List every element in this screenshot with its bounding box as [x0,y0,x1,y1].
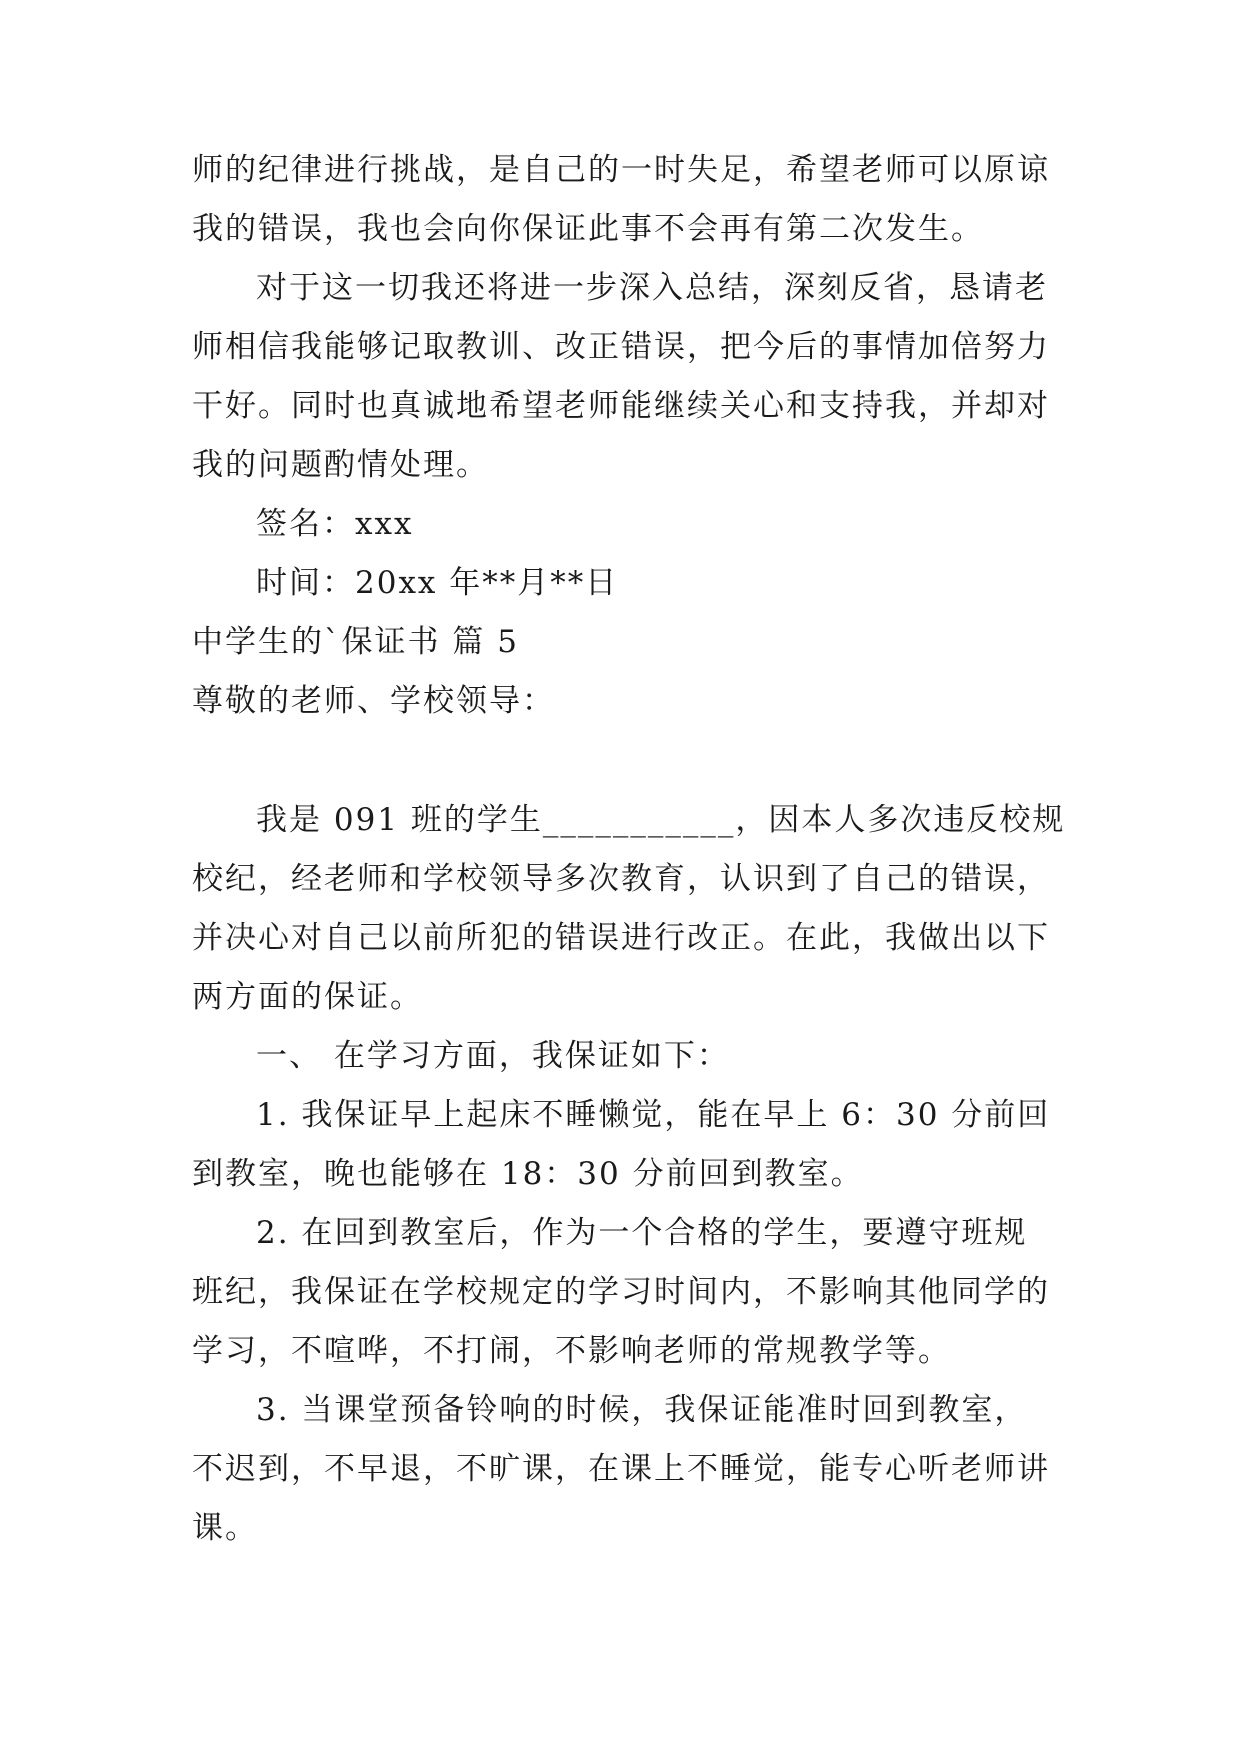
text-line: 2. 在回到教室后，作为一个合格的学生，要遵守班规 [256,1215,1028,1251]
salutation: 尊敬的老师、学校领导： [192,683,555,719]
text-line: 一、 在学习方面，我保证如下： [256,1038,730,1074]
text-line: 学习，不喧哗，不打闹，不影响老师的常规教学等。 [192,1333,951,1369]
text-line: 师相信我能够记取教训、改正错误，把今后的事情加倍努力 [192,329,1050,365]
text-line: 我的问题酌情处理。 [192,447,489,483]
text-line: 校纪，经老师和学校领导多次教育，认识到了自己的错误， [192,861,1050,897]
text-line: 到教室，晚也能够在 18：30 分前回到教室。 [192,1156,864,1192]
text-line: 对于这一切我还将进一步深入总结，深刻反省，恳请老 [256,270,1048,306]
text-line: 两方面的保证。 [192,979,423,1015]
text-line: 师的纪律进行挑战，是自己的一时失足，希望老师可以原谅 [192,152,1050,188]
text-line: 我的错误，我也会向你保证此事不会再有第二次发生。 [192,211,984,247]
text-line: 不迟到，不早退，不旷课，在课上不睡觉，能专心听老师讲 [192,1451,1050,1487]
text-line: 课。 [192,1510,258,1546]
signature-line: 签名：xxx [256,506,414,542]
text-line: 干好。同时也真诚地希望老师能继续关心和支持我，并却对 [192,388,1050,424]
section-heading: 中学生的`保证书 篇 5 [192,624,519,660]
text-line: 班纪，我保证在学校规定的学习时间内，不影响其他同学的 [192,1274,1050,1310]
text-line: 并决心对自己以前所犯的错误进行改正。在此，我做出以下 [192,920,1050,956]
text-line: 3. 当课堂预备铃响的时候，我保证能准时回到教室， [256,1392,1028,1428]
text-line: 我是 091 班的学生___________，因本人多次违反校规 [256,802,1066,838]
text-line: 1. 我保证早上起床不睡懒觉，能在早上 6：30 分前回 [256,1097,1051,1133]
date-line: 时间：20xx 年**月**日 [256,565,619,601]
